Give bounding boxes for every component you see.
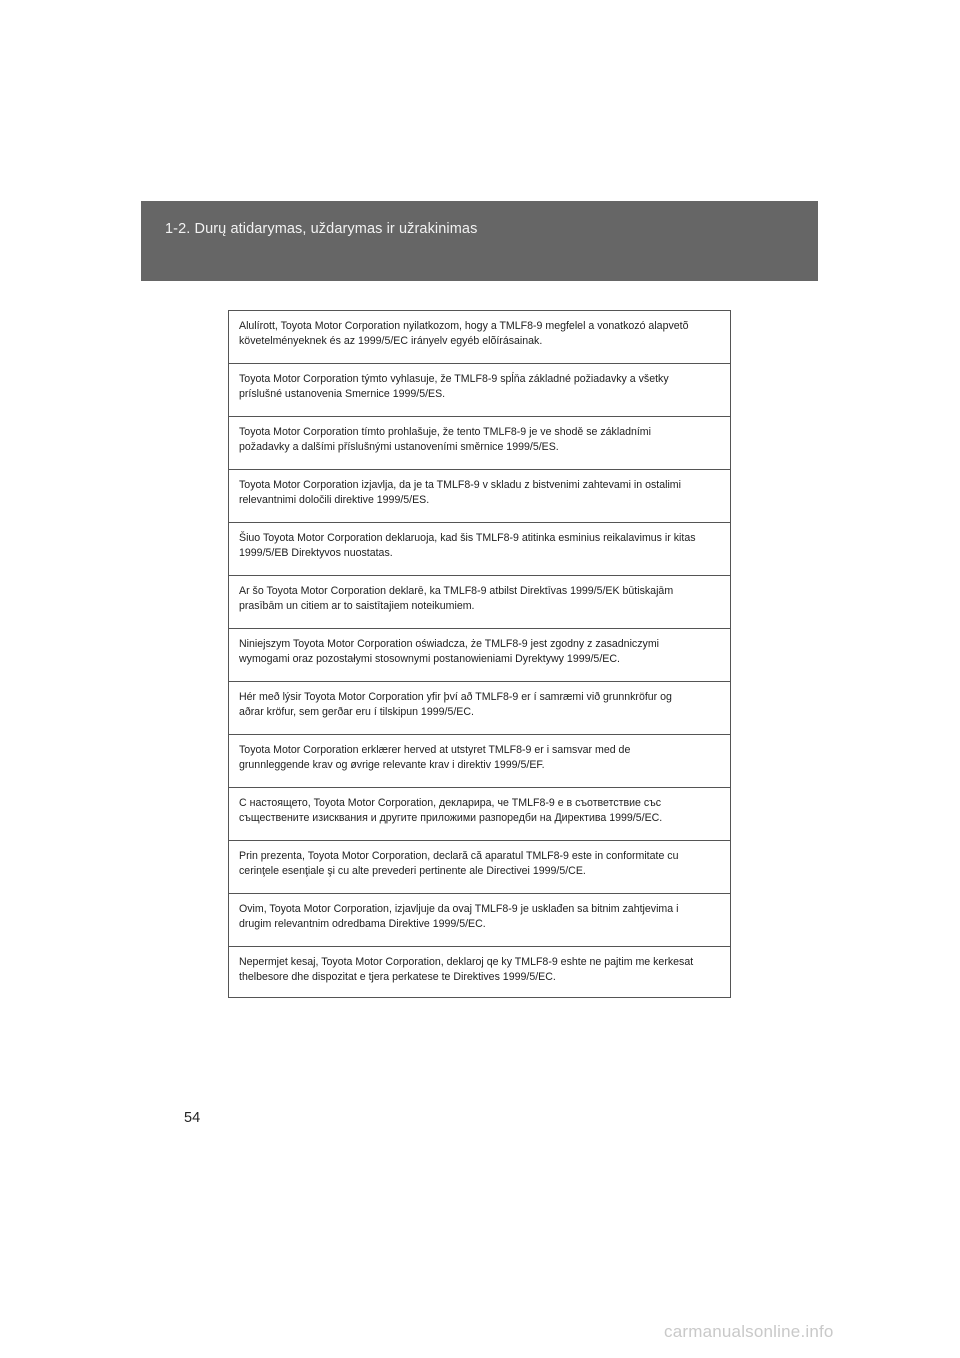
declaration-line: Ar šo Toyota Motor Corporation deklarē, ka TMLF8-9 atbilst Direktīvas 1999/5/EK būtiskajām: [239, 585, 674, 597]
declaration-row-czech: [229, 417, 730, 470]
declaration-row-croatian: [229, 894, 730, 947]
declaration-row-slovenian: [229, 470, 730, 523]
watermark: carmanualsonline.info: [664, 1322, 834, 1341]
declaration-row-bulgarian: [229, 788, 730, 841]
declaration-line: Niniejszym Toyota Motor Corporation oświadcza, że TMLF8-9 jest zgodny z zasadniczymi: [239, 638, 659, 650]
declaration-line: Toyota Motor Corporation týmto vyhlasuje, že TMLF8-9 spĺňa základné požiadavky a všetky: [239, 373, 669, 385]
declaration-line: követelményeknek és az 1999/5/EC irányelv egyéb elõírásainak.: [239, 334, 543, 347]
declaration-row-albanian: [229, 947, 730, 1000]
section-header-band: [141, 201, 818, 281]
declaration-line: grunnleggende krav og øvrige relevante krav i direktiv 1999/5/EF.: [239, 758, 545, 771]
declaration-row-latvian: [229, 576, 730, 629]
declaration-line: cerinţele esenţiale şi cu alte prevederi pertinente ale Directivei 1999/5/CE.: [239, 864, 586, 877]
declaration-line: Prin prezenta, Toyota Motor Corporation, declară că aparatul TMLF8-9 este in conformitate cu: [239, 850, 679, 862]
declaration-row-norwegian: [229, 735, 730, 788]
declaration-line: Nepermjet kesaj, Toyota Motor Corporation, deklaroj qe ky TMLF8-9 eshte ne pajtim me kerkesat: [239, 956, 694, 968]
declaration-line: Hér með lýsir Toyota Motor Corporation yfir því að TMLF8-9 er í samræmi við grunnkröfur og: [239, 691, 672, 703]
page-number: 54: [184, 1110, 201, 1126]
declaration-line: aðrar kröfur, sem gerðar eru í tilskipun 1999/5/EC.: [239, 705, 474, 718]
section-title: 1-2. Durų atidarymas, uždarymas ir užrakinimas: [165, 221, 478, 237]
declaration-line: relevantnimi določili direktive 1999/5/ES.: [239, 493, 430, 506]
declaration-line: thelbesore dhe dispozitat e tjera perkatese te Direktives 1999/5/EC.: [239, 970, 556, 983]
declaration-row-icelandic: [229, 682, 730, 735]
declaration-line: 1999/5/EB Direktyvos nuostatas.: [239, 546, 393, 559]
declaration-line: Toyota Motor Corporation izjavlja, da je ta TMLF8-9 v skladu z bistvenimi zahtevami in ostalimi: [239, 479, 681, 491]
declaration-line: Toyota Motor Corporation tímto prohlašuje, že tento TMLF8-9 je ve shodě se základními: [239, 426, 651, 438]
declaration-line: Šiuo Toyota Motor Corporation deklaruoja, kad šis TMLF8-9 atitinka esminius reikalavimus ir kitas: [239, 532, 696, 544]
declaration-line: wymogami oraz pozostałymi stosownymi postanowieniami Dyrektywy 1999/5/EC.: [239, 652, 620, 665]
declaration-line: съществените изисквания и другите приложими разпоредби на Директива 1999/5/ЕС.: [239, 811, 663, 824]
declaration-row-hungarian: [229, 311, 730, 364]
declaration-row-slovak: [229, 364, 730, 417]
declaration-row-romanian: [229, 841, 730, 894]
declaration-row-lithuanian: [229, 523, 730, 576]
declaration-line: Ovim, Toyota Motor Corporation, izjavljuje da ovaj TMLF8-9 je usklađen sa bitnim zahtjevima i: [239, 903, 679, 915]
declaration-line: С настоящето, Toyota Motor Corporation, декларира, че TMLF8-9 е в съответствие със: [239, 797, 662, 809]
declaration-line: požadavky a dalšími příslušnými ustanoveními směrnice 1999/5/ES.: [239, 440, 559, 453]
declaration-line: drugim relevantnim odredbama Direktive 1999/5/EC.: [239, 917, 486, 930]
declarations-table: [228, 310, 731, 998]
declaration-line: Alulírott, Toyota Motor Corporation nyilatkozom, hogy a TMLF8-9 megfelel a vonatkozó alapvetõ: [239, 320, 689, 332]
declaration-line: príslušné ustanovenia Smernice 1999/5/ES.: [239, 387, 446, 400]
declaration-line: prasībām un citiem ar to saistītajiem noteikumiem.: [239, 599, 475, 612]
declaration-line: Toyota Motor Corporation erklærer herved at utstyret TMLF8-9 er i samsvar med de: [239, 744, 631, 756]
declaration-row-polish: [229, 629, 730, 682]
